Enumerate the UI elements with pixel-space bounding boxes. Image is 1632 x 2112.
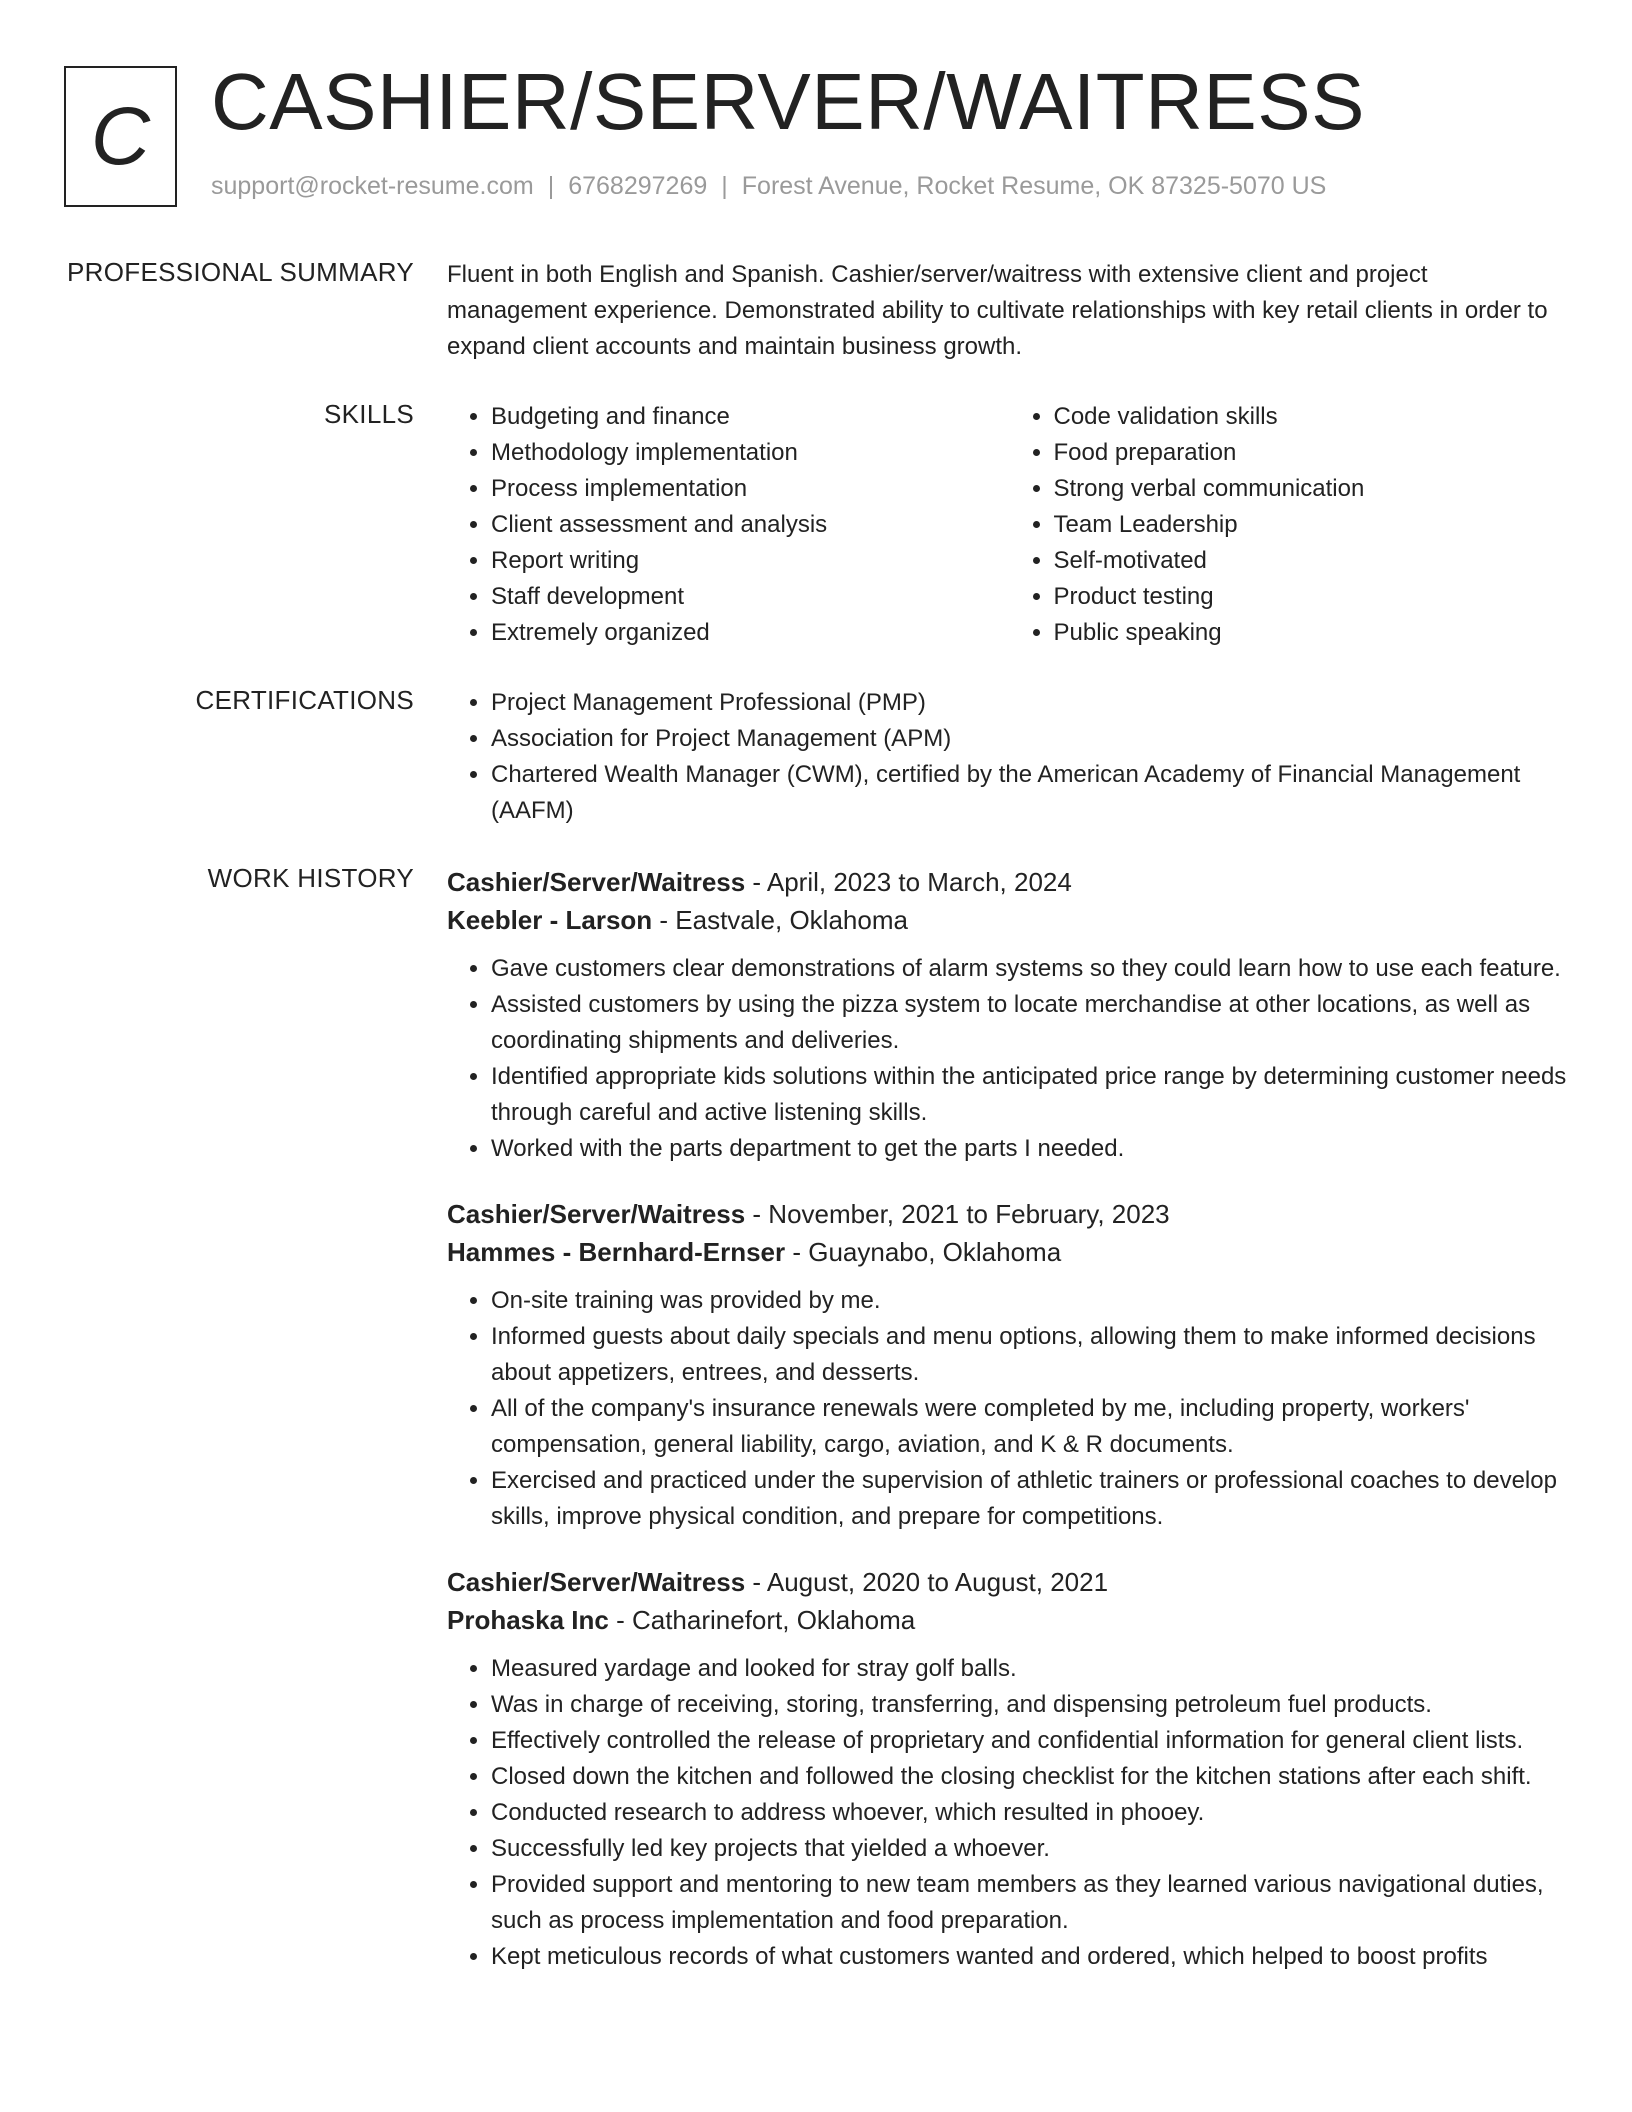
job-location: - Eastvale, Oklahoma — [652, 905, 908, 935]
job-bullet: • Exercised and practiced under the supervision of athletic trainers or professional coaches to develop skills, improve physical condition, and prepare for competitions. — [491, 1463, 1572, 1535]
job-entry — [447, 863, 1572, 1167]
job-bullet: • Worked with the parts department to get the parts I needed. — [491, 1131, 1572, 1167]
job-bullet: • Effectively controlled the release of proprietary and confidential information for general client lists. — [491, 1723, 1572, 1759]
job-bullets — [447, 951, 1572, 1167]
skills-body — [447, 399, 1572, 651]
job-title: Cashier/Server/Waitress — [447, 1199, 746, 1229]
skill-item: • Report writing — [491, 543, 1010, 579]
job-bullet: • Identified appropriate kids solutions within the anticipated price range by determining customer needs through careful and active listening skills. — [491, 1059, 1572, 1131]
skill-item: • Methodology implementation — [491, 435, 1010, 471]
job-bullet: • All of the company's insurance renewals were completed by me, including property, workers' compensation, general liability, cargo, aviation, and K & R documents. — [491, 1391, 1572, 1463]
summary-text: Fluent in both English and Spanish. Cashier/server/waitress with extensive client and project management experience. Demonstrated ability to cultivate relationships with key retail clients in order to expand client accounts and maintain business growth. — [447, 261, 1548, 360]
certification-item: • Project Management Professional (PMP) — [491, 685, 1572, 721]
job-company-line — [447, 1233, 1572, 1271]
job-bullet: • Kept meticulous records of what customers wanted and ordered, which helped to boost profits — [491, 1939, 1572, 1975]
skill-item: • Extremely organized — [491, 615, 1010, 651]
job-bullet: • Successfully led key projects that yielded a whoever. — [491, 1831, 1572, 1867]
job-bullets — [447, 1283, 1572, 1535]
job-bullet: • Conducted research to address whoever, which resulted in phooey. — [491, 1795, 1572, 1831]
job-bullet: • Closed down the kitchen and followed the closing checklist for the kitchen stations after each shift. — [491, 1759, 1572, 1795]
job-bullet: • Measured yardage and looked for stray golf balls. — [491, 1651, 1572, 1687]
skills-list-right — [1010, 399, 1573, 651]
skill-item: • Staff development — [491, 579, 1010, 615]
contact-address: Forest Avenue, Rocket Resume, OK 87325-5070 US — [741, 172, 1327, 200]
skill-item: • Public speaking — [1054, 615, 1573, 651]
job-title: Cashier/Server/Waitress — [447, 867, 746, 897]
job-company-line — [447, 1601, 1572, 1639]
certifications-heading: CERTIFICATIONS — [195, 685, 414, 715]
skills-heading: SKILLS — [324, 399, 414, 429]
skill-item: • Process implementation — [491, 471, 1010, 507]
certification-item: • Chartered Wealth Manager (CWM), certified by the American Academy of Financial Management (AAFM) — [491, 757, 1572, 829]
job-title-line — [447, 1563, 1572, 1601]
job-bullet: • Assisted customers by using the pizza system to locate merchandise at other locations, as well as coordinating shipments and deliveries. — [491, 987, 1572, 1059]
skill-item: • Self-motivated — [1054, 543, 1573, 579]
job-bullet: • Informed guests about daily specials and menu options, allowing them to make informed decisions about appetizers, entrees, and desserts. — [491, 1319, 1572, 1391]
job-company: Hammes - Bernhard-Ernser — [447, 1237, 786, 1267]
job-location: - Catharinefort, Oklahoma — [608, 1605, 916, 1635]
contact-separator: | — [547, 172, 555, 200]
job-bullets — [447, 1651, 1572, 1975]
monogram-logo: C — [64, 66, 177, 207]
certification-item: • Association for Project Management (APM) — [491, 721, 1572, 757]
skill-item: • Strong verbal communication — [1054, 471, 1573, 507]
job-company-line — [447, 901, 1572, 939]
job-title-line — [447, 863, 1572, 901]
contact-line — [211, 172, 1326, 201]
contact-separator: | — [721, 172, 728, 200]
skill-item: • Food preparation — [1054, 435, 1573, 471]
job-bullet: • Provided support and mentoring to new team members as they learned various navigational duties, such as process implementation and food preparation. — [491, 1867, 1572, 1939]
job-bullet: • Gave customers clear demonstrations of alarm systems so they could learn how to use each feature. — [491, 951, 1572, 987]
job-dates: - August, 2020 to August, 2021 — [745, 1567, 1109, 1597]
job-title-line — [447, 1195, 1572, 1233]
skill-item: • Product testing — [1054, 579, 1573, 615]
contact-email: support@rocket-resume.com — [211, 172, 534, 200]
skill-item: • Client assessment and analysis — [491, 507, 1010, 543]
job-bullet: • Was in charge of receiving, storing, transferring, and dispensing petroleum fuel products. — [491, 1687, 1572, 1723]
job-dates: - April, 2023 to March, 2024 — [745, 867, 1072, 897]
job-location: - Guaynabo, Oklahoma — [785, 1237, 1062, 1267]
job-company: Prohaska Inc — [447, 1605, 609, 1635]
certifications-list — [447, 685, 1572, 829]
resume-name-title: CASHIER/SERVER/WAITRESS — [211, 57, 1365, 146]
work-history-heading: WORK HISTORY — [207, 863, 414, 893]
skills-columns — [447, 399, 1572, 651]
job-entry — [447, 1563, 1572, 1975]
work-history-body — [447, 863, 1572, 2003]
skill-item: • Team Leadership — [1054, 507, 1573, 543]
contact-phone: 6768297269 — [568, 172, 708, 200]
skill-item: • Budgeting and finance — [491, 399, 1010, 435]
job-entry — [447, 1195, 1572, 1535]
job-bullet: • On-site training was provided by me. — [491, 1283, 1572, 1319]
job-title: Cashier/Server/Waitress — [447, 1567, 746, 1597]
skills-list-left — [447, 399, 1010, 651]
skill-item: • Code validation skills — [1054, 399, 1573, 435]
certifications-body — [447, 685, 1572, 829]
job-company: Keebler - Larson — [447, 905, 653, 935]
summary-heading: PROFESSIONAL SUMMARY — [67, 257, 414, 287]
job-dates: - November, 2021 to February, 2023 — [745, 1199, 1170, 1229]
